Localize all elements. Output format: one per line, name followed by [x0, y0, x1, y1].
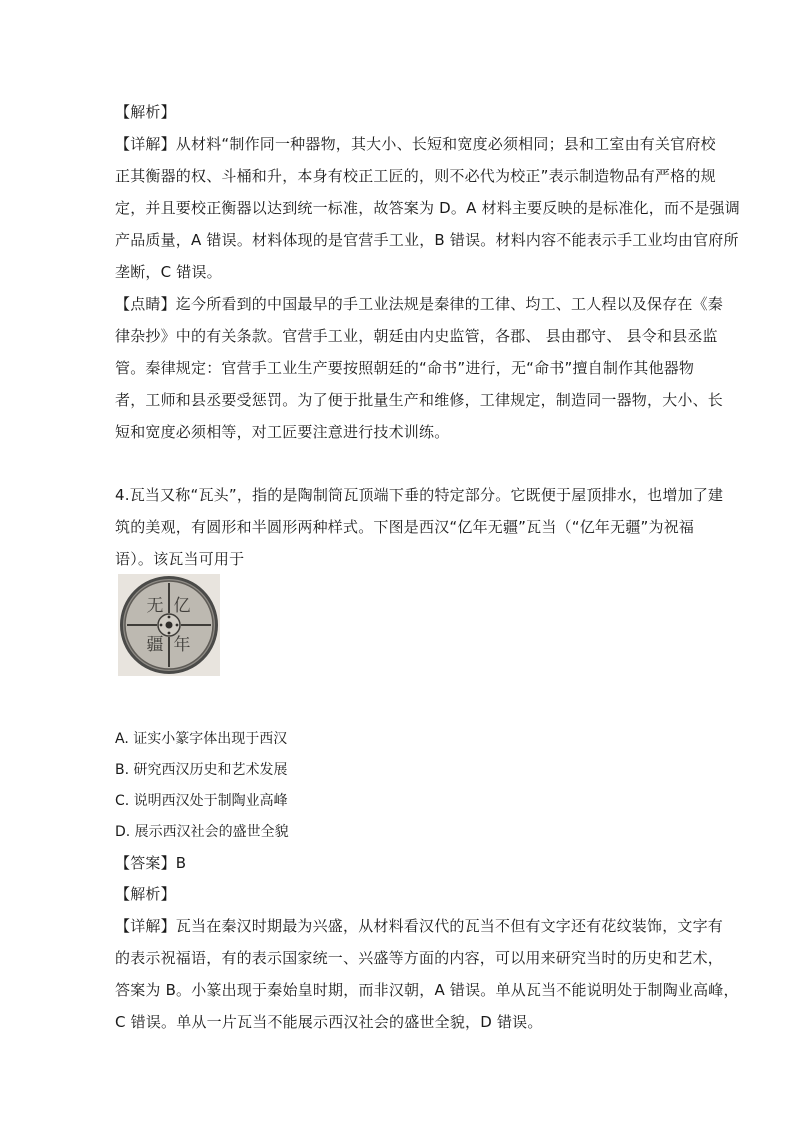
detail-line: 正其衡器的权、斗桶和升，本身有校正工匠的，则不必代为校正”表示制造物品有严格的规 — [115, 167, 716, 185]
detail-line: 垄断，C 错误。 — [115, 263, 222, 281]
tile-char-bottom-left: 疆 — [146, 635, 164, 655]
analysis-heading: 【解析】 — [115, 103, 176, 121]
tile-char-bottom-right: 年 — [173, 635, 191, 655]
question-stem-line: 4.瓦当又称“瓦头”，指的是陶制筒瓦顶端下垂的特定部分。它既便于屋顶排水，也增加了建 — [115, 486, 724, 504]
detail-line: C 错误。单从一片瓦当不能展示西汉社会的盛世全貌，D 错误。 — [115, 1013, 543, 1031]
question-stem-line: 筑的美观，有圆形和半圆形两种样式。下图是西汉“亿年无疆”瓦当（“亿年无疆”为祝福 — [115, 518, 695, 536]
tile-char-top-left: 无 — [146, 596, 164, 616]
detail-line: 【详解】瓦当在秦汉时期最为兴盛，从材料看汉代的瓦当不但有文字还有花纹装饰，文字有 — [115, 917, 724, 935]
detail-line: 答案为 B。小篆出现于秦始皇时期，而非汉朝，A 错误。单从瓦当不能说明处于制陶业高峰， — [115, 981, 739, 999]
analysis-heading: 【解析】 — [115, 885, 176, 903]
option-d: D. 展示西汉社会的盛世全貌 — [115, 824, 289, 840]
tip-line: 短和宽度必须相等，对工匠要注意进行技术训练。 — [115, 423, 450, 441]
question-stem-line: 语）。该瓦当可用于 — [115, 550, 245, 568]
roof-tile-image — [118, 574, 220, 676]
option-a: A. 证实小篆字体出现于西汉 — [115, 731, 288, 747]
detail-line: 产品质量，A 错误。材料体现的是官营手工业，B 错误。材料内容不能表示手工业均由官府所 — [115, 231, 739, 249]
detail-line: 的表示祝福语，有的表示国家统一、兴盛等方面的内容，可以用来研究当时的历史和艺术， — [115, 949, 724, 967]
option-b: B. 研究西汉历史和艺术发展 — [115, 762, 288, 778]
tile-char-top-right: 亿 — [173, 596, 191, 616]
tip-line: 律杂抄》中的有关条款。官营手工业，朝廷由内史监管，各郡、 县由郡守、 县令和县丞监 — [115, 327, 718, 345]
detail-line: 定，并且要校正衡器以达到统一标准，故答案为 D。A 材料主要反映的是标准化，而不是强调 — [115, 199, 740, 217]
option-c: C. 说明西汉处于制陶业高峰 — [115, 793, 288, 809]
tip-line: 【点睛】迄今所看到的中国最早的手工业法规是秦律的工律、均工、工人程以及保存在《秦 — [115, 295, 724, 313]
tip-line: 者，工师和县丞要受惩罚。为了便于批量生产和维修，工律规定，制造同一器物，大小、长 — [115, 391, 724, 409]
answer-line: 【答案】B — [115, 854, 187, 872]
detail-line: 【详解】从材料“制作同一种器物，其大小、长短和宽度必须相同；县和工室由有关官府校 — [115, 135, 716, 153]
roof-tile-svg — [118, 574, 220, 676]
tip-line: 管。秦律规定：官营手工业生产要按照朝廷的“命书”进行，无“命书”擅自制作其他器物 — [115, 359, 695, 377]
